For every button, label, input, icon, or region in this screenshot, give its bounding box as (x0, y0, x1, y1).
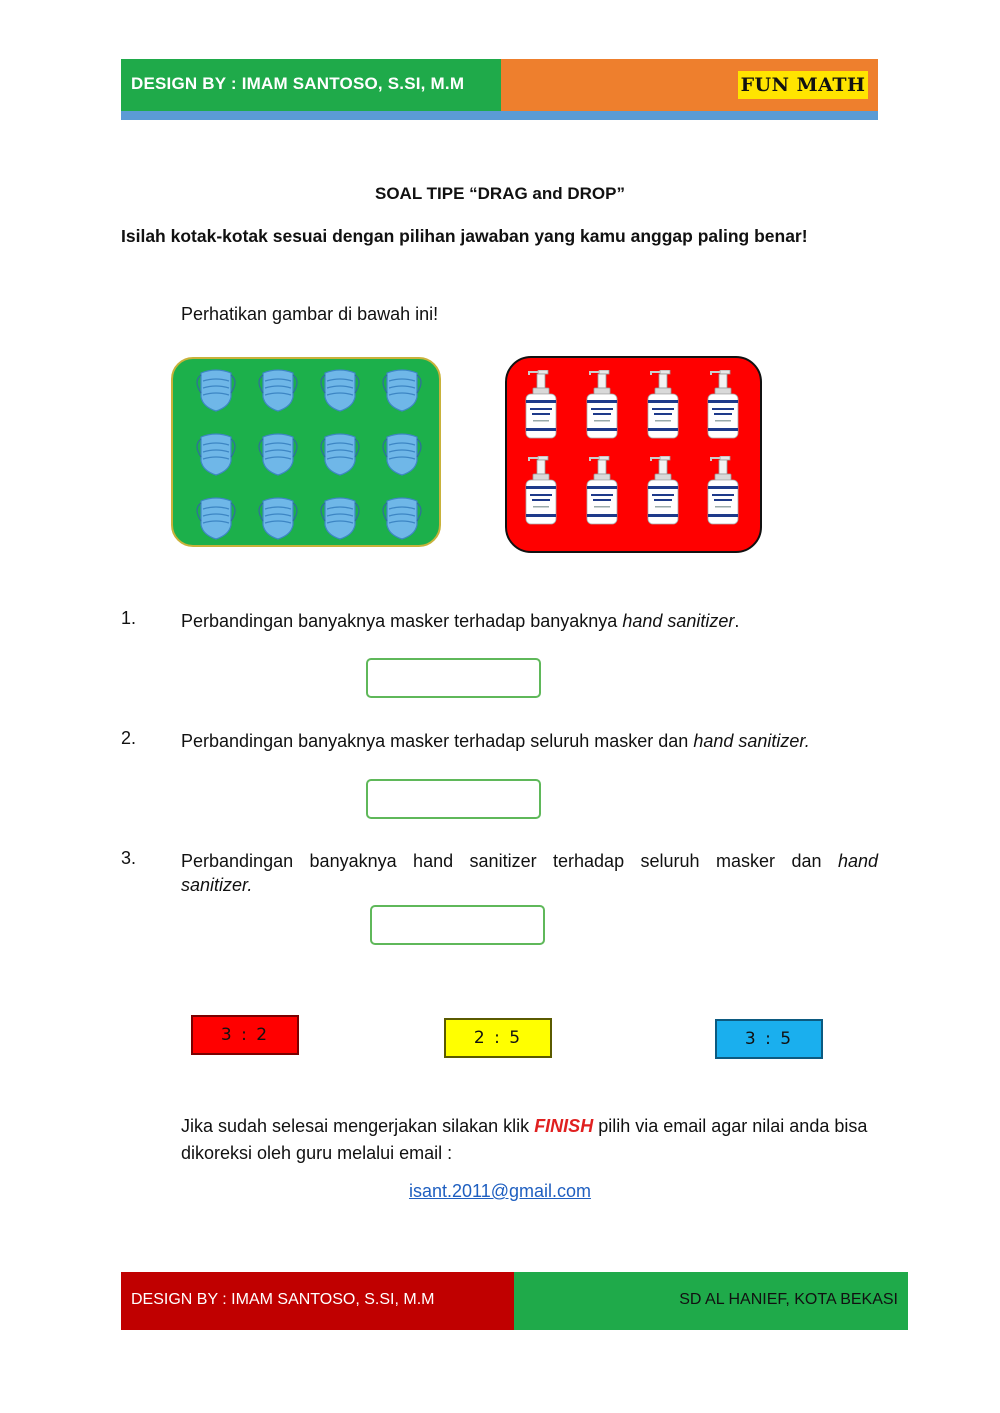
face-mask-icon (381, 431, 423, 477)
question-2-text (181, 728, 878, 755)
question-1-text-italic: hand sanitizer (622, 611, 735, 631)
hand-sanitizer-icon (643, 370, 683, 440)
question-3-text-continued: sanitizer. (181, 875, 253, 895)
hand-sanitizer-icon (703, 456, 743, 526)
header-designer-credit: DESIGN BY : IMAM SANTOSO, S.SI, M.M (131, 74, 465, 93)
fun-math-logo: FUN MATH (738, 71, 868, 99)
question-2-text-plain: Perbandingan banyaknya masker terhadap seluruh masker dan (181, 731, 694, 751)
question-1-text-end: . (734, 611, 740, 631)
face-mask-icon (381, 367, 423, 413)
face-mask-icon (381, 495, 423, 541)
question-1-number: 1. (121, 608, 137, 628)
question-3-text-italic: hand (837, 851, 878, 871)
question-2-number: 2. (121, 728, 137, 748)
face-mask-icon (195, 367, 237, 413)
question-1-drop-box[interactable] (366, 658, 541, 698)
page-title: SOAL TIPE “DRAG and DROP” (375, 184, 625, 203)
sanitizer-picture-box (505, 356, 762, 553)
footer-school-name: SD AL HANIEF, KOTA BEKASI (679, 1291, 898, 1308)
hand-sanitizer-icon (582, 370, 622, 440)
face-mask-icon (319, 367, 361, 413)
face-mask-icon (257, 431, 299, 477)
hand-sanitizer-icon (582, 456, 622, 526)
question-3-number: 3. (121, 848, 137, 868)
face-mask-icon (257, 367, 299, 413)
mask-picture-box (171, 357, 441, 547)
question-3-text (181, 848, 878, 875)
question-3-drop-box[interactable] (370, 905, 545, 945)
finish-keyword: FINISH (534, 1116, 594, 1136)
hand-sanitizer-icon (643, 456, 683, 526)
hand-sanitizer-icon (703, 370, 743, 440)
footer-designer-credit: DESIGN BY : IMAM SANTOSO, S.SI, M.M (131, 1291, 435, 1308)
answer-chip-2-5[interactable]: 2 : 5 (444, 1018, 552, 1058)
question-1-text-plain: Perbandingan banyaknya masker terhadap banyaknya (181, 611, 623, 631)
answer-chip-3-2[interactable]: 3 : 2 (191, 1015, 299, 1055)
answer-chip-3-5[interactable]: 3 : 5 (715, 1019, 823, 1059)
face-mask-icon (319, 431, 361, 477)
finish-text-before: Jika sudah selesai mengerjakan silakan klik (181, 1116, 535, 1136)
face-mask-icon (195, 431, 237, 477)
observe-prompt: Perhatikan gambar di bawah ini! (181, 304, 439, 324)
finish-instruction (181, 1113, 881, 1167)
instruction-text: Isilah kotak-kotak sesuai dengan pilihan jawaban yang kamu anggap paling benar! (121, 226, 808, 246)
question-3-text-plain: Perbandingan banyaknya hand sanitizer terhadap seluruh masker dan (181, 851, 838, 871)
finish-text-after: pilih via email agar nilai anda bisa dikoreksi oleh guru melalui email : (181, 1116, 868, 1163)
face-mask-icon (319, 495, 361, 541)
question-2-text-italic: hand sanitizer. (693, 731, 810, 751)
header-blue-strip (121, 111, 878, 120)
face-mask-icon (257, 495, 299, 541)
teacher-email-link[interactable]: isant.2011@gmail.com (408, 1181, 592, 1201)
question-2-drop-box[interactable] (366, 779, 541, 819)
face-mask-icon (195, 495, 237, 541)
question-1-text (181, 608, 878, 635)
hand-sanitizer-icon (521, 456, 561, 526)
hand-sanitizer-icon (521, 370, 561, 440)
